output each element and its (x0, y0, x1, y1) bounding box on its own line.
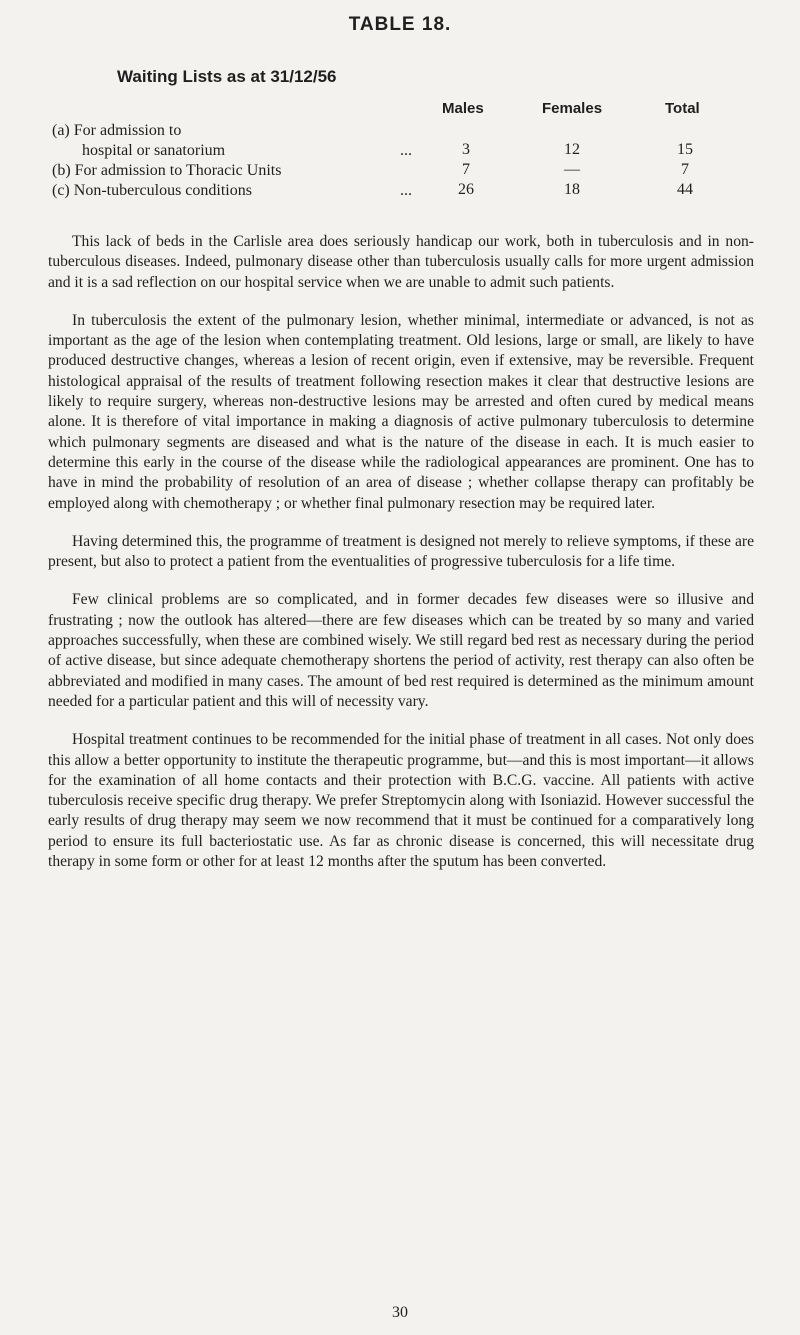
column-header-females: Females (542, 100, 603, 117)
paragraph-lesion-extent: In tuberculosis the extent of the pulmonary lesion, whether minimal, intermediate or advanced, is not as important as the age of the lesion when contemplating treatment. Old lesions, large or small, are likely to have produced destructive changes, whereas a lesion of recent origin, even if extensive, may be reversible. Frequent histological appraisal of the results of treatment following resection makes it clear that destructive lesions are likely to require surgery, whereas non-destructive lesions may be arrested and often cured by medical means alone. It is therefore of vital importance in making a diagnosis of active pulmonary tuberculosis to determine which pulmonary segments are diseased and what is the nature of the disease in each. It is much easier to determine this early in the course of the disease while the radiological appearances are prominent. One has to have in mind the probability of resolution of an area of disease ; whether collapse therapy can profitably be employed along with chemotherapy ; or whether final pulmonary resection may be required later. (48, 311, 754, 512)
paragraph-hospital-treatment: Hospital treatment continues to be recommended for the initial phase of treatment in all cases. Not only does this allow a better opportunity to institute the therapeutic programme, but—and this is most important—it allows for the examination of all home contacts and their protection with B.C.G. vaccine. All patients with active tuberculosis receive specific drug therapy. We prefer Streptomycin along with Isoniazid. However successful the early results of drug therapy may seem we now recommend that it must be continued for a comparatively long period to ensure its full bacteriostatic use. As far as chronic disease is concerned, this will necessitate drug therapy in some form or other for at least 12 months after the sputum has been converted. (48, 731, 754, 871)
table-row-a-dots: ... (400, 142, 412, 159)
table-row-a-total: 15 (677, 141, 693, 158)
table-row-a-females: 12 (564, 141, 580, 158)
table-row-b-females: — (564, 161, 580, 178)
column-header-total: Total (665, 100, 700, 117)
table-title: TABLE 18. (348, 14, 452, 35)
table-row-c-label: (c) Non-tuberculous conditions (52, 182, 252, 199)
paragraph-beds: This lack of beds in the Carlisle area does seriously handicap our work, both in tuberculosis and in non-tuberculous diseases. Indeed, pulmonary disease other than tuberculosis usually calls for more urgent admission and it is a sad reflection on our hospital service when we are unable to admit such patients. (48, 233, 754, 291)
body-text (48, 232, 754, 890)
table-row-b-total: 7 (681, 161, 689, 178)
table-row-b-males: 7 (462, 161, 470, 178)
table-row-a-label-cont: hospital or sanatorium (82, 142, 226, 159)
column-header-males: Males (442, 100, 484, 117)
paragraph-clinical-problems: Few clinical problems are so complicated, and in former decades few diseases were so illusive and frustrating ; now the outlook has altered—there are few diseases which can be treated by so many and varied approaches successfully, when these are combined wisely. We still regard bed rest as necessary during the period of active disease, but since adequate chemotherapy shortens the period of activity, rest therapy can also often be abbreviated and modified in many cases. The amount of bed rest required is determined as the minimum amount needed for a particular patient and this will of necessity vary. (48, 591, 754, 710)
table-row-c-dots: ... (400, 182, 412, 199)
table-row-c-males: 26 (458, 181, 474, 198)
table-row-c-females: 18 (564, 181, 580, 198)
table-subtitle: Waiting Lists as at 31/12/56 (117, 67, 337, 86)
table-row-c-total: 44 (677, 181, 693, 198)
table-row-a-label: (a) For admission to (52, 122, 182, 139)
table-row-a-males: 3 (462, 141, 470, 158)
page-number: 30 (392, 1304, 408, 1321)
paragraph-programme: Having determined this, the programme of treatment is designed not merely to relieve symptoms, if these are present, but also to protect a patient from the eventualities of progressive tuberculosis for a life time. (48, 532, 754, 571)
table-row-b-label: (b) For admission to Thoracic Units (52, 162, 282, 179)
